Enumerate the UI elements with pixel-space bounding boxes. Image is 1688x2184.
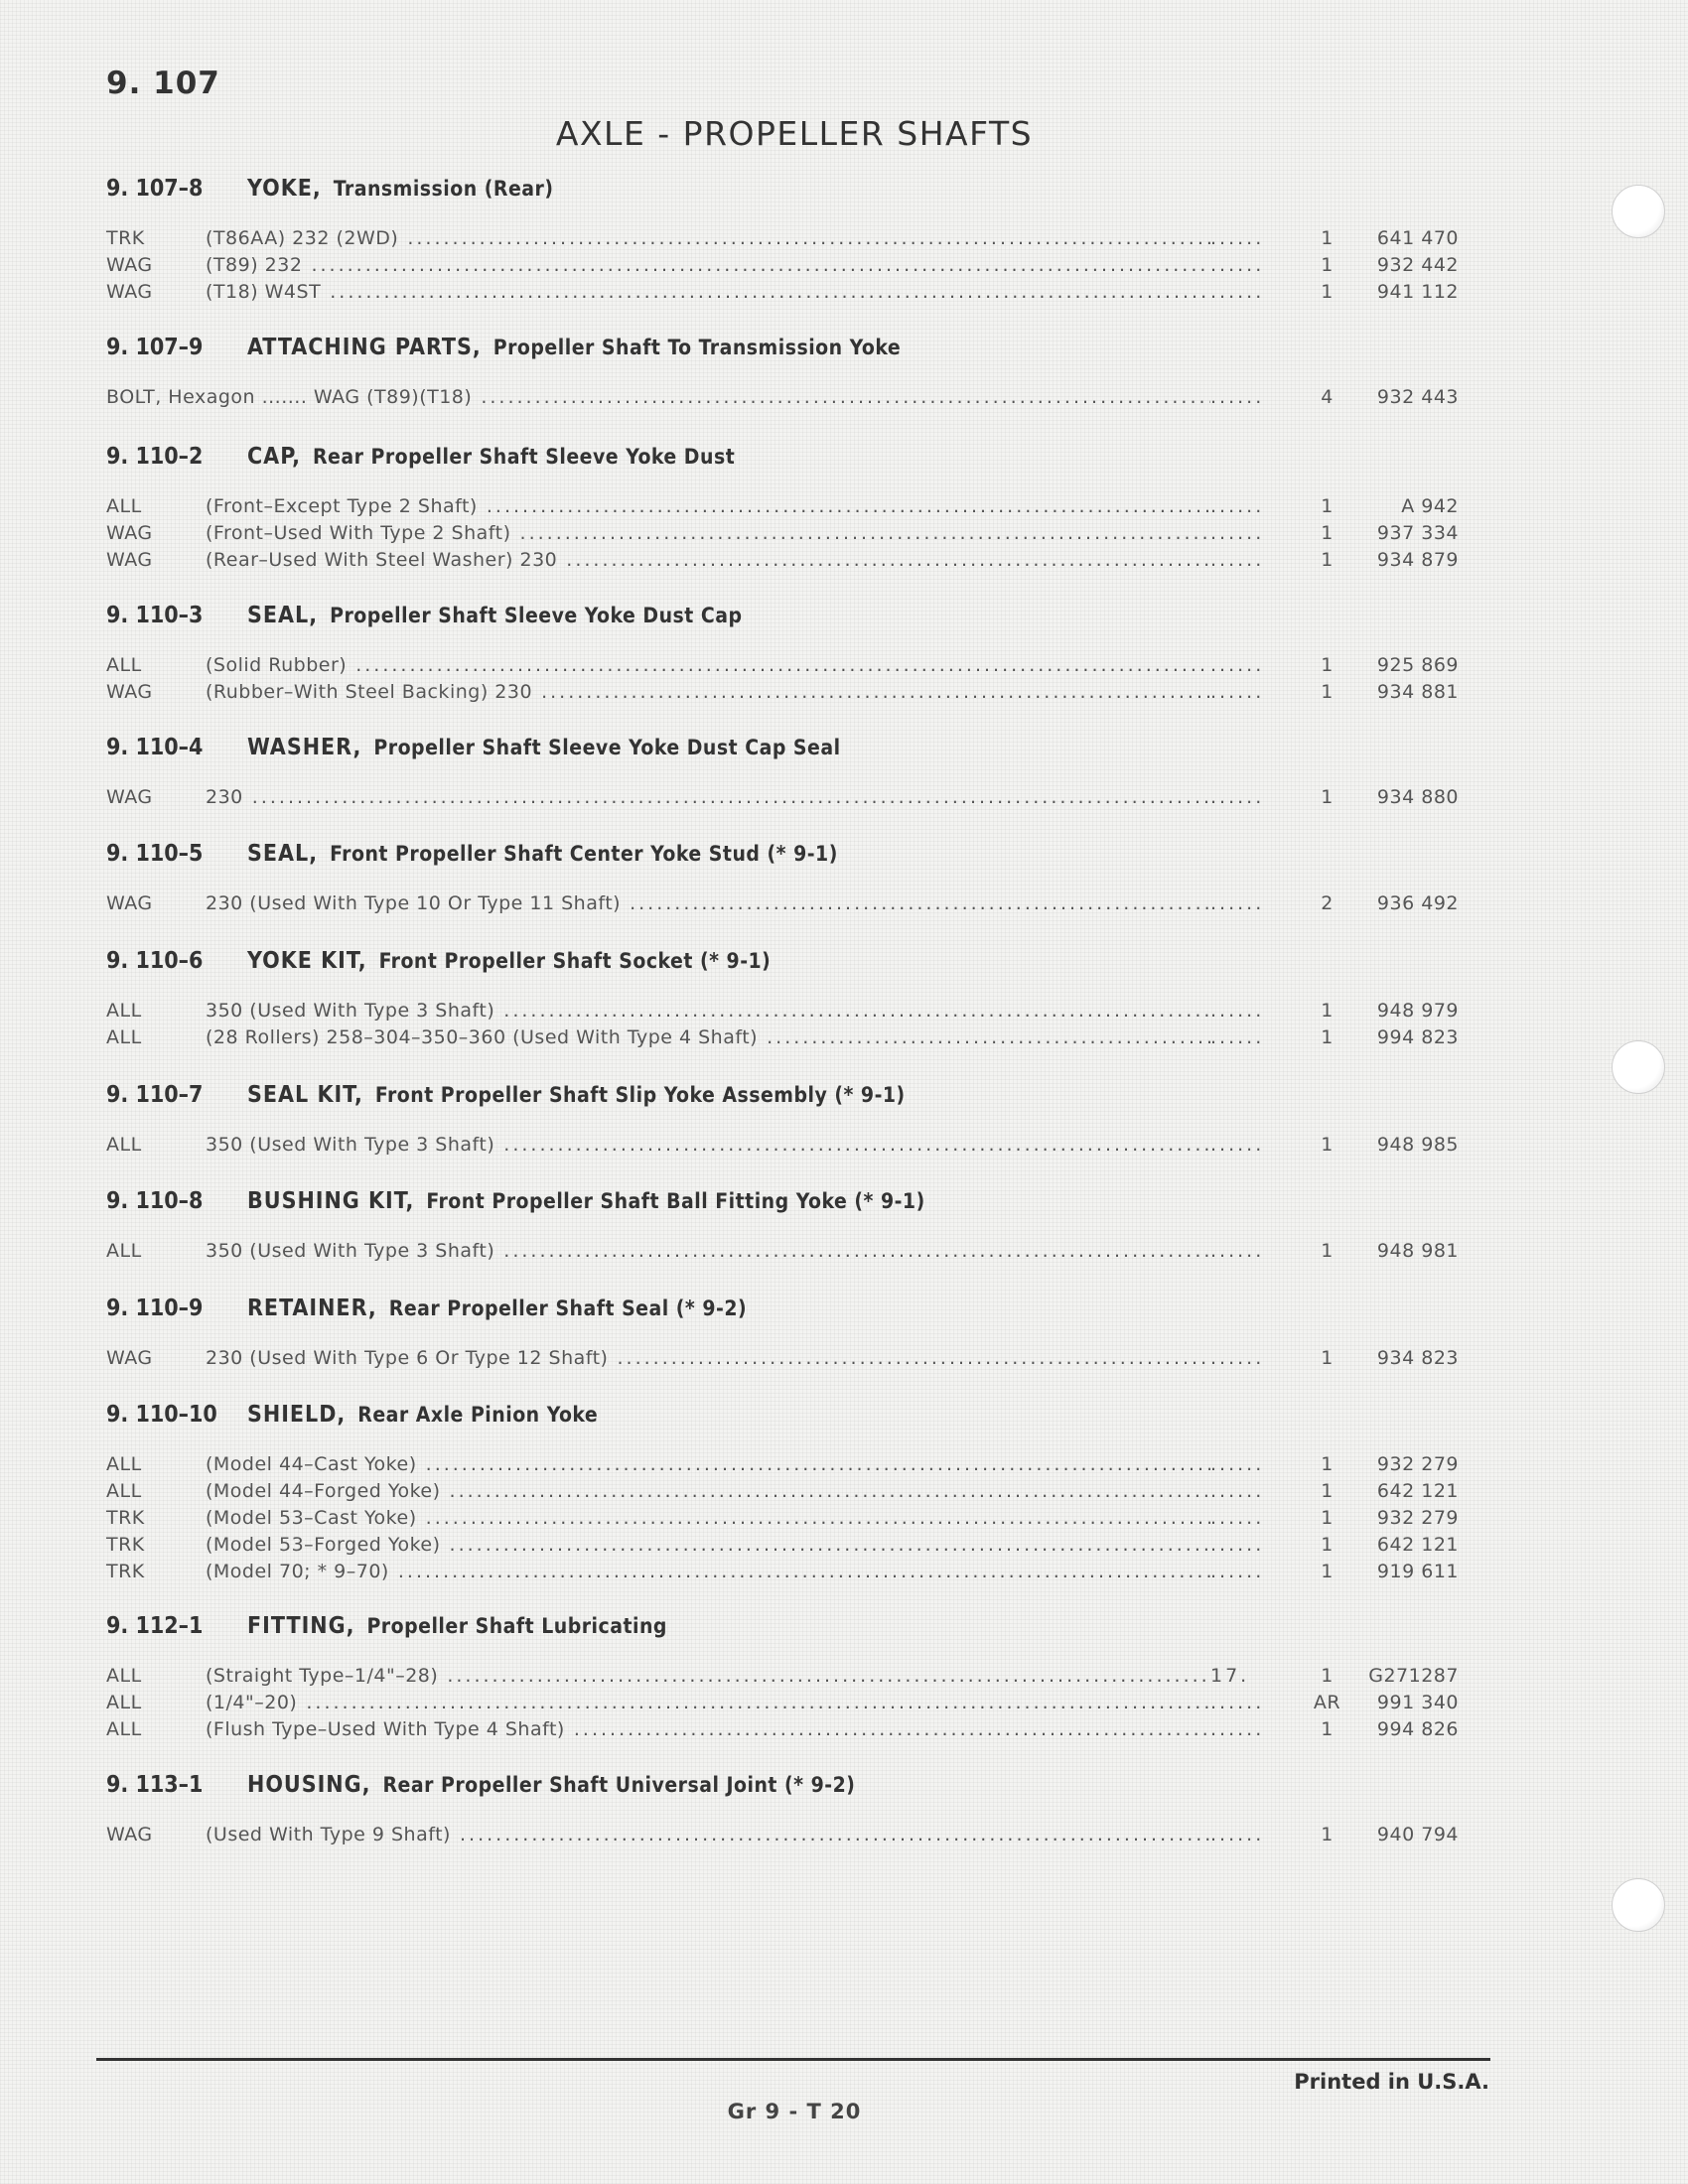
footer-rule (96, 2058, 1490, 2061)
row-part-number: 940 794 (1376, 1824, 1459, 1845)
row-description: (Front–Used With Type 2 Shaft) ..... (206, 522, 1210, 544)
binder-hole-icon (1612, 1040, 1665, 1094)
row-model: ALL (106, 1718, 142, 1740)
part-row (106, 1480, 1467, 1507)
row-quantity: 1 (1321, 1026, 1334, 1048)
row-ref: ...... (1210, 1534, 1265, 1556)
row-model: TRK (106, 1561, 145, 1582)
section-number: 9. 110–7 (106, 1082, 204, 1108)
section-number: 9. 113–1 (106, 1772, 204, 1798)
row-description: (Model 53–Cast Yoke) ..... (206, 1507, 1210, 1529)
part-row (106, 1026, 1467, 1053)
catalog-section (106, 1772, 1467, 1850)
row-quantity: 1 (1321, 1534, 1334, 1556)
row-quantity: 1 (1321, 522, 1334, 544)
part-row (106, 654, 1467, 681)
part-row (106, 1665, 1467, 1692)
row-description: (1/4"–20) ..... (206, 1692, 1210, 1713)
row-quantity: 1 (1321, 1453, 1334, 1475)
row-quantity: 1 (1321, 1347, 1334, 1369)
row-description: (Model 53–Forged Yoke) ..... (206, 1534, 1210, 1556)
row-model: ALL (106, 1240, 142, 1262)
row-part-number: 934 823 (1376, 1347, 1459, 1369)
row-quantity: 1 (1321, 1824, 1334, 1845)
row-description: (Rear–Used With Steel Washer) 230 ..... (206, 549, 1210, 571)
part-row (106, 1824, 1467, 1850)
row-ref: ...... (1210, 1480, 1265, 1502)
part-description: Rear Propeller Shaft Sleeve Yoke Dust (313, 445, 736, 469)
section-number: 9. 110–9 (106, 1296, 204, 1321)
part-row (106, 1692, 1467, 1718)
row-model: TRK (106, 1534, 145, 1556)
row-part-number: 991 340 (1376, 1692, 1459, 1713)
row-quantity: 1 (1321, 1507, 1334, 1529)
part-row (106, 495, 1467, 522)
row-part-number: A 942 (1401, 495, 1459, 517)
part-description: Rear Propeller Shaft Seal (* 9-2) (388, 1297, 748, 1320)
row-ref: ...... (1210, 227, 1265, 249)
row-quantity: AR (1313, 1692, 1341, 1713)
part-name: ATTACHING PARTS, (247, 335, 482, 360)
part-row (106, 227, 1467, 254)
row-part-number: 934 880 (1376, 786, 1459, 808)
part-description: Transmission (Rear) (333, 177, 554, 201)
row-description: (28 Rollers) 258–304–350–360 (Used With Type 4 Shaft) ..... (206, 1026, 1210, 1048)
part-row (106, 281, 1467, 308)
part-name: SEAL, (247, 841, 319, 867)
printed-in-usa: Printed in U.S.A. (1294, 2070, 1489, 2094)
part-row (106, 522, 1467, 549)
row-ref: ...... (1210, 1347, 1265, 1369)
catalog-section (106, 176, 1467, 308)
section-number: 9. 110–6 (106, 948, 204, 974)
row-ref: ...... (1210, 522, 1265, 544)
part-row (106, 549, 1467, 576)
row-description: (T89) 232 ..... (206, 254, 1210, 276)
catalog-section (106, 335, 1467, 413)
section-number: 9. 110–4 (106, 735, 204, 760)
row-ref: ...... (1210, 1000, 1265, 1022)
row-model: WAG (106, 681, 153, 703)
section-number: 9. 110–3 (106, 603, 204, 628)
part-description: Rear Propeller Shaft Universal Joint (* 9-2) (382, 1773, 856, 1797)
row-model: WAG (106, 254, 153, 276)
part-description: Front Propeller Shaft Ball Fitting Yoke (* 9-1) (426, 1189, 925, 1213)
section-number: 9. 110–5 (106, 841, 204, 867)
section-heading (106, 1082, 1467, 1122)
row-model: ALL (106, 1665, 142, 1687)
part-name: YOKE, (247, 176, 322, 202)
part-name: FITTING, (247, 1613, 355, 1639)
row-model: ALL (106, 1134, 142, 1156)
row-ref: ...... (1210, 495, 1265, 517)
part-description: Propeller Shaft To Transmission Yoke (492, 336, 902, 359)
section-heading (106, 1188, 1467, 1228)
row-ref: ...... (1210, 1134, 1265, 1156)
row-part-number: 925 869 (1376, 654, 1459, 676)
group-reference: Gr 9 - T 20 (727, 2100, 862, 2123)
row-ref: ...... (1210, 1507, 1265, 1529)
part-row (106, 681, 1467, 708)
row-model: WAG (106, 892, 153, 914)
row-ref: ...... (1210, 892, 1265, 914)
row-quantity: 1 (1321, 1665, 1334, 1687)
row-description: (Model 44–Cast Yoke) ..... (206, 1453, 1210, 1475)
row-ref: ...... (1210, 1824, 1265, 1845)
part-description: Propeller Shaft Sleeve Yoke Dust Cap Seal (373, 736, 841, 759)
section-heading (106, 335, 1467, 374)
row-part-number: 937 334 (1376, 522, 1459, 544)
row-model: ALL (106, 1453, 142, 1475)
row-model: ALL (106, 1000, 142, 1022)
row-model: ALL (106, 1026, 142, 1048)
row-description: BOLT, Hexagon ....... WAG (T89)(T18) ..... (106, 386, 1210, 408)
section-heading (106, 1772, 1467, 1812)
row-part-number: 948 981 (1376, 1240, 1459, 1262)
part-row (106, 1134, 1467, 1160)
row-model: TRK (106, 1507, 145, 1529)
part-row (106, 1000, 1467, 1026)
section-heading (106, 1613, 1467, 1653)
page-title: AXLE - PROPELLER SHAFTS (555, 114, 1034, 153)
part-row (106, 1453, 1467, 1480)
row-part-number: 948 985 (1376, 1134, 1459, 1156)
row-description: (T18) W4ST ..... (206, 281, 1210, 303)
row-model: WAG (106, 549, 153, 571)
row-quantity: 1 (1321, 495, 1334, 517)
section-number: 9. 110–2 (106, 444, 204, 470)
section-heading (106, 841, 1467, 881)
part-name: SEAL, (247, 603, 319, 628)
section-heading (106, 603, 1467, 642)
row-part-number: 932 279 (1376, 1507, 1459, 1529)
part-row (106, 1347, 1467, 1374)
row-quantity: 1 (1321, 1718, 1334, 1740)
row-description: 350 (Used With Type 3 Shaft) ..... (206, 1134, 1210, 1156)
row-description: (Model 44–Forged Yoke) ..... (206, 1480, 1210, 1502)
row-part-number: G271287 (1368, 1665, 1459, 1687)
catalog-section (106, 603, 1467, 708)
catalog-section (106, 841, 1467, 919)
row-model: TRK (106, 227, 145, 249)
row-quantity: 1 (1321, 281, 1334, 303)
section-heading (106, 176, 1467, 215)
catalog-section (106, 1082, 1467, 1160)
row-description: 350 (Used With Type 3 Shaft) ..... (206, 1000, 1210, 1022)
binder-hole-icon (1612, 185, 1665, 238)
part-description: Propeller Shaft Lubricating (366, 1614, 667, 1638)
part-row (106, 1534, 1467, 1561)
row-ref: ...... (1210, 681, 1265, 703)
row-part-number: 642 121 (1376, 1480, 1459, 1502)
row-quantity: 1 (1321, 681, 1334, 703)
section-heading (106, 735, 1467, 774)
row-description: (Solid Rubber) ..... (206, 654, 1210, 676)
row-ref: ...... (1210, 654, 1265, 676)
row-ref: ...... (1210, 1026, 1265, 1048)
part-row (106, 1507, 1467, 1534)
row-quantity: 2 (1321, 892, 1334, 914)
row-part-number: 994 826 (1376, 1718, 1459, 1740)
row-quantity: 1 (1321, 1561, 1334, 1582)
part-description: Propeller Shaft Sleeve Yoke Dust Cap (330, 604, 743, 627)
row-ref: ...... (1210, 1453, 1265, 1475)
row-model: ALL (106, 1692, 142, 1713)
section-heading (106, 1296, 1467, 1335)
part-name: SEAL KIT, (247, 1082, 363, 1108)
row-description: (Rubber–With Steel Backing) 230 ..... (206, 681, 1210, 703)
row-model: WAG (106, 1347, 153, 1369)
page-number: 9. 107 (106, 66, 220, 101)
row-part-number: 642 121 (1376, 1534, 1459, 1556)
row-ref: ...... (1210, 1561, 1265, 1582)
section-number: 9. 110–10 (106, 1402, 217, 1428)
row-description: (Used With Type 9 Shaft) ..... (206, 1824, 1210, 1845)
part-description: Front Propeller Shaft Socket (* 9-1) (378, 949, 772, 973)
row-part-number: 941 112 (1376, 281, 1459, 303)
row-description: (Straight Type–1/4"–28) ..... (206, 1665, 1210, 1687)
row-part-number: 994 823 (1376, 1026, 1459, 1048)
part-name: CAP, (247, 444, 301, 470)
row-part-number: 948 979 (1376, 1000, 1459, 1022)
row-ref: 17. (1210, 1665, 1250, 1687)
part-name: RETAINER, (247, 1296, 377, 1321)
row-model: WAG (106, 1824, 153, 1845)
row-model: ALL (106, 654, 142, 676)
section-heading (106, 1402, 1467, 1441)
row-ref: ...... (1210, 254, 1265, 276)
part-name: BUSHING KIT, (247, 1188, 415, 1214)
part-row (106, 1718, 1467, 1745)
section-heading (106, 444, 1467, 483)
row-quantity: 1 (1321, 549, 1334, 571)
row-description: 230 (Used With Type 6 Or Type 12 Shaft) ..... (206, 1347, 1210, 1369)
row-ref: ...... (1210, 281, 1265, 303)
row-ref: ...... (1210, 1718, 1265, 1740)
part-name: WASHER, (247, 735, 362, 760)
section-number: 9. 107–9 (106, 335, 204, 360)
row-quantity: 1 (1321, 1240, 1334, 1262)
row-description: (Front–Except Type 2 Shaft) ..... (206, 495, 1210, 517)
row-part-number: 936 492 (1376, 892, 1459, 914)
section-number: 9. 107–8 (106, 176, 204, 202)
row-model: WAG (106, 522, 153, 544)
part-row (106, 1561, 1467, 1587)
section-heading (106, 948, 1467, 988)
row-part-number: 932 442 (1376, 254, 1459, 276)
part-description: Front Propeller Shaft Slip Yoke Assembly (* 9-1) (374, 1083, 906, 1107)
row-part-number: 934 879 (1376, 549, 1459, 571)
row-model: ALL (106, 1480, 142, 1502)
part-name: HOUSING, (247, 1772, 371, 1798)
row-quantity: 1 (1321, 1134, 1334, 1156)
row-description: 230 (Used With Type 10 Or Type 11 Shaft) ..... (206, 892, 1210, 914)
part-description: Rear Axle Pinion Yoke (357, 1403, 599, 1427)
row-part-number: 934 881 (1376, 681, 1459, 703)
part-row (106, 386, 1467, 413)
row-description: 230 ..... (206, 786, 1210, 808)
catalog-section (106, 1188, 1467, 1267)
row-part-number: 919 611 (1376, 1561, 1459, 1582)
row-ref: ...... (1210, 1692, 1265, 1713)
part-row (106, 892, 1467, 919)
part-description: Front Propeller Shaft Center Yoke Stud (* 9-1) (330, 842, 838, 866)
binder-hole-icon (1612, 1878, 1665, 1932)
catalog-section (106, 1402, 1467, 1587)
part-name: SHIELD, (247, 1402, 347, 1428)
row-quantity: 4 (1321, 386, 1334, 408)
catalog-section (106, 948, 1467, 1053)
section-number: 9. 110–8 (106, 1188, 204, 1214)
row-description: (Flush Type–Used With Type 4 Shaft) ..... (206, 1718, 1210, 1740)
row-part-number: 932 443 (1376, 386, 1459, 408)
catalog-section (106, 1613, 1467, 1745)
part-row (106, 254, 1467, 281)
catalog-section (106, 735, 1467, 813)
part-name: YOKE KIT, (247, 948, 367, 974)
row-quantity: 1 (1321, 254, 1334, 276)
row-description: 350 (Used With Type 3 Shaft) ..... (206, 1240, 1210, 1262)
catalog-section (106, 1296, 1467, 1374)
catalog-section (106, 444, 1467, 576)
row-part-number: 932 279 (1376, 1453, 1459, 1475)
row-description: (T86AA) 232 (2WD) ..... (206, 227, 1210, 249)
row-model: WAG (106, 281, 153, 303)
row-model: ALL (106, 495, 142, 517)
row-description: (Model 70; * 9–70) ..... (206, 1561, 1210, 1582)
row-ref: ...... (1210, 1240, 1265, 1262)
row-quantity: 1 (1321, 1000, 1334, 1022)
section-number: 9. 112–1 (106, 1613, 204, 1639)
row-part-number: 641 470 (1376, 227, 1459, 249)
row-quantity: 1 (1321, 1480, 1334, 1502)
row-ref: ...... (1210, 786, 1265, 808)
row-ref: ...... (1210, 549, 1265, 571)
row-model: WAG (106, 786, 153, 808)
row-quantity: 1 (1321, 786, 1334, 808)
row-quantity: 1 (1321, 654, 1334, 676)
part-row (106, 786, 1467, 813)
part-row (106, 1240, 1467, 1267)
row-ref: ...... (1210, 386, 1265, 408)
row-quantity: 1 (1321, 227, 1334, 249)
